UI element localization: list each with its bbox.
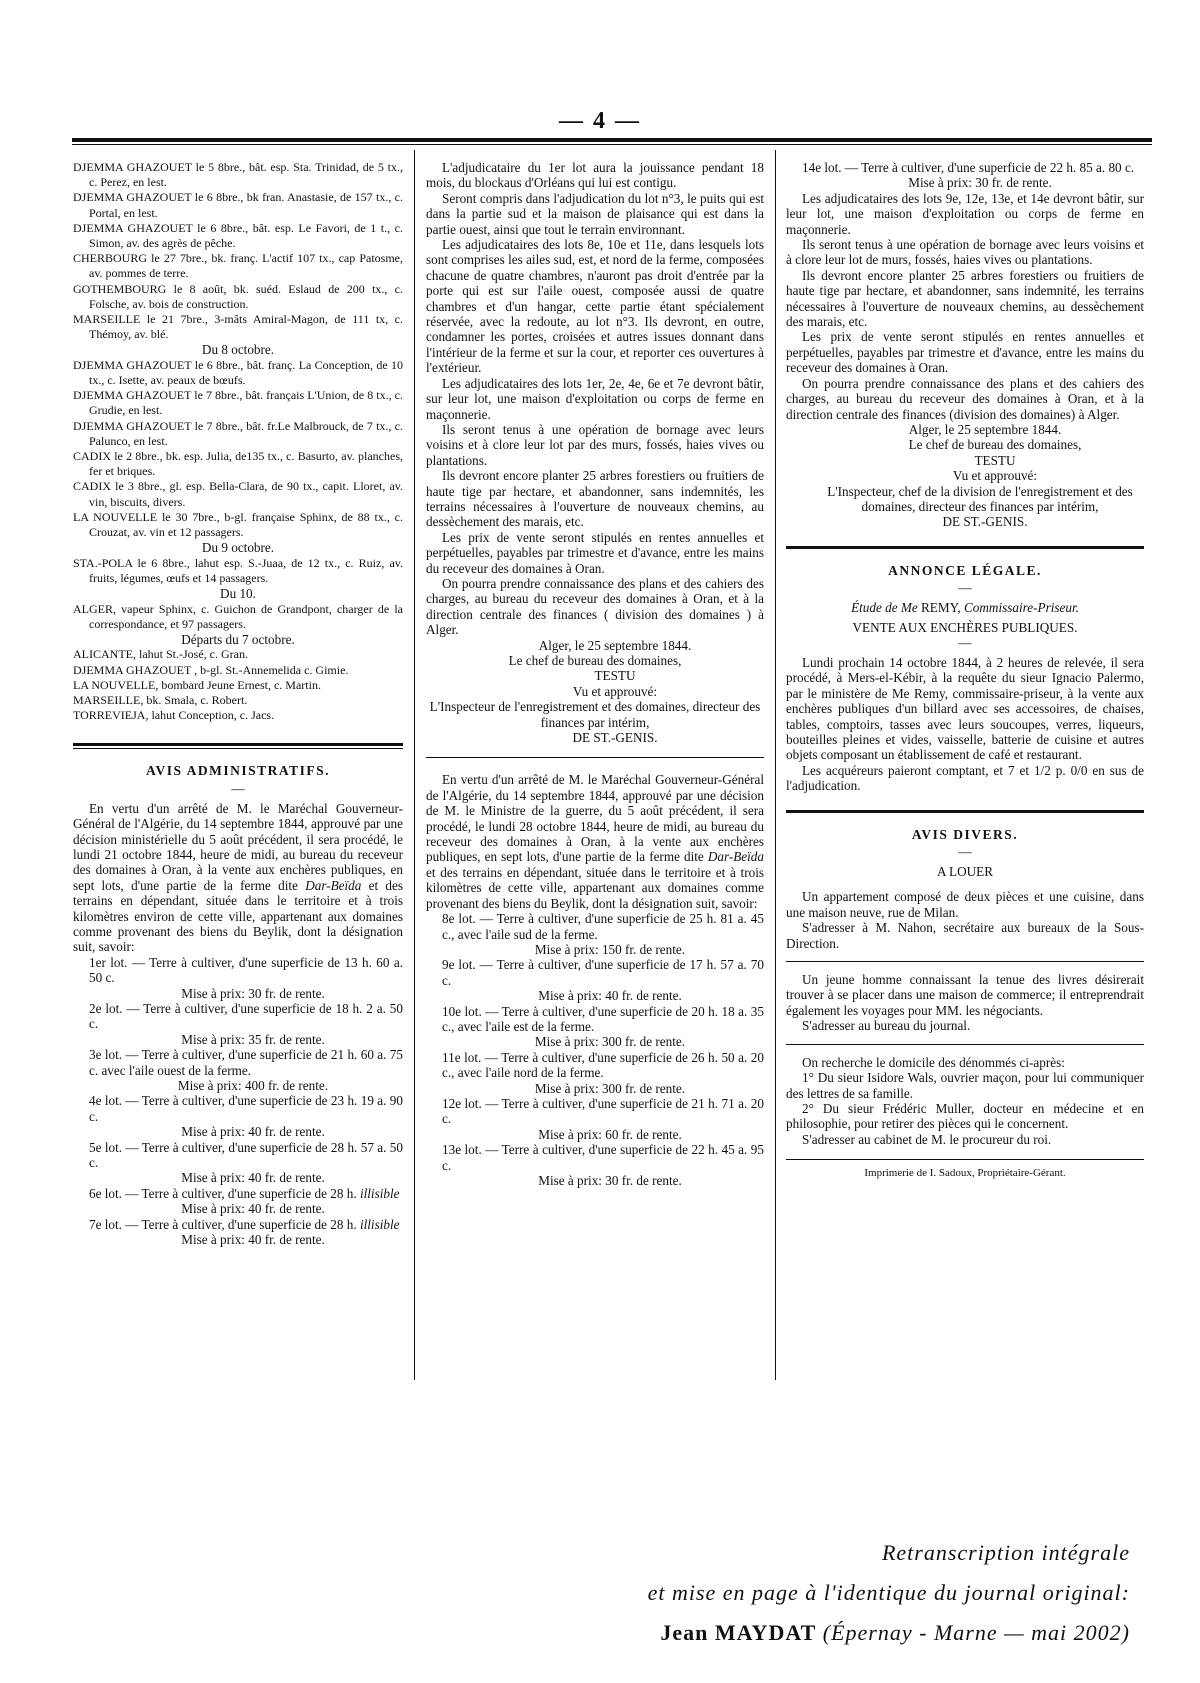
signature-inspecteur: L'Inspecteur, chef de la division de l'enregistrement et des domaines, directeur des finances par intérim, — [827, 483, 1133, 514]
signature-vu: Vu et approuvé: — [572, 683, 658, 699]
heading-9-octobre: Du 9 octobre. — [201, 540, 275, 556]
lot-mise-a-prix: Mise à prix: 40 fr. de rente. — [181, 1232, 325, 1248]
lot-description: 7e lot. — Terre à cultiver, d'une superficie de 28 h. illisible — [89, 1216, 400, 1232]
footer-author: Jean MAYDAT — [660, 1620, 817, 1645]
imprimerie-line: Imprimerie de I. Sadoux, Propriétaire-Gérant. — [864, 1167, 1066, 1180]
condition-paragraph: Les prix de vente seront stipulés en rentes annuelles et perpétuelles, payables par trimestre et d'avance, entre les mains du receveur des domaines à Oran. — [426, 529, 764, 576]
lot-mise-a-prix: Mise à prix: 30 fr. de rente. — [181, 985, 325, 1001]
etude-line: Étude de Me REMY, Commissaire-Priseur. — [851, 600, 1079, 616]
shipping-entry: GOTHEMBOURG le 8 août, bk. suéd. Eslaud de 200 tx., c. Folsche, av. bois de construction. — [73, 281, 403, 311]
title-dash: — — [958, 844, 972, 860]
a-louer-text: Un appartement composé de deux pièces et une cuisine, dans une maison neuve, rue de Milan. — [786, 889, 1144, 920]
avis-divers-title: AVIS DIVERS. — [911, 826, 1019, 842]
section-separator — [786, 546, 1144, 549]
header-rule-thick — [72, 138, 1152, 142]
shipping-entry: LA NOUVELLE, bombard Jeune Ernest, c. Martin. — [73, 677, 321, 692]
shipping-entry: CHERBOURG le 27 7bre., bk. franç. L'actif 107 tx., cap Patosme, av. pommes de terre. — [73, 251, 403, 281]
lot-14: 14e lot. — Terre à cultiver, d'une superficie de 22 h. 85 a. 80 c. — [802, 160, 1135, 175]
title-dash: — — [231, 780, 245, 796]
lot-description: 5e lot. — Terre à cultiver, d'une superficie de 28 h. 57 a. 50 c. — [89, 1139, 403, 1171]
footer-line-2: et mise en page à l'identique du journal original: — [647, 1580, 1130, 1605]
lot-description: 9e lot. — Terre à cultiver, d'une superficie de 17 h. 57 a. 70 c. — [442, 957, 764, 988]
a-louer-title: A LOUER — [936, 864, 994, 880]
section-separator — [426, 757, 764, 758]
lot-description: 13e lot. — Terre à cultiver, d'une superficie de 22 h. 45 a. 95 c. — [442, 1142, 764, 1173]
title-dash: — — [958, 580, 972, 596]
title-dash: — — [958, 634, 972, 650]
section-separator — [786, 810, 1144, 813]
shipping-entry: DJEMMA GHAZOUET le 6 8bre., bk fran. Anastasie, de 157 tx., c. Portal, en lest. — [73, 190, 403, 220]
lot-description: 10e lot. — Terre à cultiver, d'une superficie de 20 h. 18 a. 35 c., avec l'aile est de la ferme. — [442, 1003, 764, 1034]
conditions-paragraphs — [786, 191, 1144, 422]
lot-mise-a-prix: Mise à prix: 40 fr. de rente. — [181, 1170, 325, 1186]
lot-mise-a-prix: Mise à prix: 300 fr. de rente. — [534, 1080, 686, 1096]
footer-place: (Épernay - Marne — mai 2002) — [816, 1620, 1130, 1645]
avis-intro: En vertu d'un arrêté de M. le Maréchal Gouverneur-Général de l'Algérie, du 14 septembre 1844, approuvé par une décision ministérielle du 5 août précédent, il sera procédé, le lundi 21 octobre 1844, heure de midi, au bureau du receveur des domaines à Oran, à la vente aux enchères publiques, en sept lots, d'une partie de la ferme dite Dar-Beïda et des terrains en dépendant, située dans le territoire et à trois kilomètres environ de cette ville, appartenant aux domaines comme provenant des biens du Beylik, dont la désignation suit, savoir: — [73, 800, 403, 955]
condition-paragraph: On pourra prendre connaissance des plans et des cahiers des charges, au bureau du receveur des domaines à Oran, et à la direction centrale des finances ( division des domaines ) à Alger. — [426, 575, 764, 638]
shipping-entry: ALICANTE, lahut St.-José, c. Gran. — [73, 647, 248, 662]
section-separator — [786, 1159, 1144, 1160]
shipping-arrivals-list — [73, 160, 403, 342]
conditions-paragraphs — [426, 160, 764, 638]
signature-vu: Vu et approuvé: — [952, 468, 1038, 484]
shipping-entry: TORREVIEJA, lahut Conception, c. Jacs. — [73, 708, 275, 723]
shipping-entry: DJEMMA GHAZOUET le 7 8bre., bât. fr.Le Malbrouck, de 7 tx., c. Palunco, en lest. — [73, 418, 403, 448]
shipping-entry: CADIX le 3 8bre., gl. esp. Bella-Clara, de 90 tx., capit. Lloret, av. vin, biscuits, divers. — [73, 479, 403, 509]
lots-list-2 — [426, 911, 764, 1188]
recherche-text: On recherche le domicile des dénommés ci-après: — [802, 1054, 1065, 1070]
column-1 — [73, 160, 403, 1248]
signature-name: TESTU — [594, 668, 636, 684]
a-louer-address: S'adresser à M. Nahon, secrétaire aux bureaux de la Sous-Direction. — [786, 920, 1144, 951]
condition-paragraph: On pourra prendre connaissance des plans et des cahiers des charges, au bureau du receveur des domaines à Oran, et à la direction centrale des finances (division des domaines) à Alger. — [786, 375, 1144, 422]
shipping-entry: LA NOUVELLE le 30 7bre., b-gl. française Sphinx, de 88 tx., c. Crouzat, av. vin et 12 passagers. — [73, 509, 403, 540]
lot-description: 2e lot. — Terre à cultiver, d'une superficie de 18 h. 2 a. 50 c. — [89, 1001, 403, 1032]
heading-departs: Départs du 7 octobre. — [181, 631, 295, 647]
column-2 — [426, 160, 764, 1188]
shipping-list-9-oct — [73, 556, 403, 586]
signature-name: TESTU — [974, 452, 1016, 468]
section-separator — [786, 1044, 1144, 1045]
shipping-entry: DJEMMA GHAZOUET le 5 8bre., bât. esp. Sta. Trinidad, de 5 tx., c. Perez, en lest. — [73, 160, 403, 190]
lots-list — [73, 955, 403, 1248]
lot-mise-a-prix: Mise à prix: 40 fr. de rente. — [181, 1201, 325, 1217]
recherche-item-2: 2° Du sieur Frédéric Muller, docteur en médecine et en philosophie, pour retirer des pièces qui le concernent. — [786, 1100, 1144, 1132]
shipping-entry: CADIX le 2 8bre., bk. esp. Julia, de135 tx., c. Basurto, av. planches, fer et briques. — [73, 449, 403, 479]
lot-mise-a-prix: Mise à prix: 300 fr. de rente. — [534, 1034, 686, 1050]
lot-mise-a-prix: Mise à prix: 150 fr. de rente. — [534, 941, 686, 957]
lot-14-mise: Mise à prix: 30 fr. de rente. — [908, 175, 1052, 191]
condition-paragraph: Ils devront encore planter 25 arbres forestiers ou fruitiers de haute tige par hectare, et abandonner, sans indemnités, les terrains nécessaires à l'ouverture de nouveaux chemins, au dessèchement des marais, etc. — [426, 468, 764, 530]
signature-inspecteur: L'Inspecteur de l'enregistrement et des domaines, directeur des finances par intérim, — [429, 699, 761, 730]
lot-mise-a-prix: Mise à prix: 35 fr. de rente. — [181, 1031, 325, 1047]
signature-genis: DE ST.-GENIS. — [942, 514, 1028, 530]
jeune-homme-address: S'adresser au bureau du journal. — [802, 1018, 971, 1034]
column-3 — [786, 160, 1144, 1182]
column-divider-2 — [775, 150, 776, 1380]
vente-text: Lundi prochain 14 octobre 1844, à 2 heures de relevée, il sera procédé, à Mers-el-Kébir, à la requête du sieur Ignacio Palermo, par le ministère de Me Remy, commissaire-priseur, à la vente aux enchères publiques d'un billard avec ses accessoires, de chaises, tables, comptoirs, tasses avec leurs soucoupes, verres, liqueurs, bouteilles pleines et vides, vaisselle, batterie de cuisine et autres objets composant un établissement de café et restaurant. — [786, 654, 1144, 763]
shipping-entry: STA.-POLA le 6 8bre., lahut esp. S.-Juaa, de 12 tx., c. Ruiz, av. fruits, légumes, œufs et 14 passagers. — [73, 555, 403, 585]
shipping-entry: ALGER, vapeur Sphinx, c. Guichon de Grandpont, charger de la correspondance, et 97 passagers. — [73, 601, 403, 631]
shipping-entry: MARSEILLE le 21 7bre., 3-mâts Amiral-Magon, de 111 tx, c. Thémoy, av. blé. — [73, 312, 403, 342]
shipping-entry: MARSEILLE, bk. Smala, c. Robert. — [73, 692, 248, 707]
shipping-entry: DJEMMA GHAZOUET le 7 8bre., bât. français L'Union, de 8 tx., c. Grudie, en lest. — [73, 388, 403, 418]
jeune-homme-text: Un jeune homme connaissant la tenue des livres désirerait trouver à se placer dans une maison de commerce; il entreprendrait également les voyages pour MM. les négociants. — [786, 972, 1144, 1018]
signature-chef: Le chef de bureau des domaines, — [908, 437, 1082, 453]
condition-paragraph: Les adjudicataires des lots 9e, 12e, 13e, et 14e devront bâtir, sur leur lot, une maison d'exploitation ou corps de ferme en maçonnerie. — [786, 190, 1144, 237]
condition-paragraph: Seront compris dans l'adjudication du lot n°3, le puits qui est dans la partie sud et la maison de plaisance qui est dans la partie ouest, ainsi que tout le terrain environnant. — [426, 190, 764, 237]
footer-line-1: Retranscription intégrale — [881, 1540, 1130, 1565]
condition-paragraph: Les adjudicataires des lots 1er, 2e, 4e, 6e et 7e devront bâtir, sur leur lot, une maison d'exploitation ou corps de ferme en maçonnerie. — [426, 375, 764, 422]
signature-genis: DE ST.-GENIS. — [572, 730, 658, 746]
column-divider-1 — [414, 150, 415, 1380]
heading-8-octobre: Du 8 octobre. — [201, 342, 275, 358]
shipping-entry: DJEMMA GHAZOUET le 6 8bre., bât. franç. La Conception, de 10 tx., c. Isette, av. peaux de bœufs. — [73, 357, 403, 388]
vente-payment: Les acquéreurs paieront comptant, et 7 et 1/2 p. 0/0 en sus de l'adjudication. — [786, 762, 1144, 794]
shipping-departures-list — [73, 647, 403, 723]
lot-mise-a-prix: Mise à prix: 40 fr. de rente. — [538, 988, 682, 1004]
second-sale-intro: En vertu d'un arrêté de M. le Maréchal Gouverneur-Général de l'Algérie, du 14 septembre 1844, approuvé par une décision de M. le Ministre de la guerre, du 5 août précédent, il sera procédé, le lundi 28 octobre 1844, heure de midi, au bureau du receveur des domaines à Oran, à la vente aux enchères publiques, en sept lots, d'une partie de la ferme dite Dar-Beïda et des terrains en dépendant, située dans le territoire et à trois kilomètres de cette ville, appartenant aux domaines comme provenant des biens du Beylik, dont la désignation suit, savoir: — [426, 772, 764, 911]
lot-description: 1er lot. — Terre à cultiver, d'une superficie de 13 h. 60 a. 50 c. — [89, 954, 403, 986]
condition-paragraph: Ils seront tenus à une opération de bornage avec leurs voisins et à clore leur lot de murs, fossés, haies vives ou plantations. — [786, 237, 1144, 268]
avis-administratifs-title: AVIS ADMINISTRATIFS. — [145, 763, 331, 779]
vente-title: VENTE AUX ENCHÈRES PUBLIQUES. — [852, 619, 1078, 635]
lot-description: 12e lot. — Terre à cultiver, d'une superficie de 21 h. 71 a. 20 c. — [442, 1095, 764, 1127]
condition-paragraph: Ils devront encore planter 25 arbres forestiers ou fruitiers de haute tige par hectare, et abandonner, sans indemnité, les terrains nécessaires à l'ouverture de nouveaux chemins, au dessèchement des marais, etc. — [786, 267, 1144, 330]
section-separator — [786, 961, 1144, 962]
lot-description: 4e lot. — Terre à cultiver, d'une superficie de 23 h. 19 a. 90 c. — [89, 1093, 403, 1124]
lot-description: 8e lot. — Terre à cultiver, d'une superficie de 25 h. 81 a. 45 c., avec l'aile sud de la ferme. — [442, 911, 764, 942]
shipping-list-10 — [73, 602, 403, 632]
recherche-item-1: 1° Du sieur Isidore Wals, ouvrier maçon, pour lui communiquer des lettres de sa famille. — [786, 1070, 1144, 1101]
lot-description: 3e lot. — Terre à cultiver, d'une superficie de 21 h. 60 a. 75 c. avec l'aile ouest de la ferme. — [89, 1047, 403, 1078]
signature-chef: Le chef de bureau des domaines, — [508, 653, 682, 668]
condition-paragraph: Les prix de vente seront stipulés en rentes annuelles et perpétuelles, payables par trimestre et d'avance, entre les mains du receveur des domaines à Oran. — [786, 329, 1144, 376]
lot-mise-a-prix: Mise à prix: 30 fr. de rente. — [538, 1173, 682, 1188]
shipping-entry: DJEMMA GHAZOUET le 6 8bre., bât. esp. Le Favori, de 1 t., c. Simon, av. des agrès de pêche. — [73, 220, 403, 251]
lot-mise-a-prix: Mise à prix: 60 fr. de rente. — [538, 1126, 682, 1142]
condition-paragraph: Les adjudicataires des lots 8e, 10e et 11e, dans lesquels lots sont comprises les ailes sud, est, et nord de la ferme, composées chacune de quatre chambres, n'auront pas droit d'entrée par la porte qui est sur l'aile ouest, composée aussi de quatre chambres et d'un hangar, cette partie étant spécialement réservée, avec la redoute, au lot n°3. Ils devront, en outre, condamner les portes, croisées et autres issues donnant dans l'intérieur de la ferme et sur la cour, et reporter ces ouvertures à l'extérieur. — [426, 237, 764, 376]
shipping-entry: DJEMMA GHAZOUET , b-gl. St.-Annemelida c. Gimie. — [73, 662, 349, 677]
page-number: — 4 — — [559, 108, 641, 134]
lot-description: 6e lot. — Terre à cultiver, d'une superficie de 28 h. illisible — [89, 1185, 400, 1201]
lot-mise-a-prix: Mise à prix: 40 fr. de rente. — [181, 1124, 325, 1140]
lot-mise-a-prix: Mise à prix: 400 fr. de rente. — [177, 1078, 329, 1094]
signature-date: Alger, le 25 septembre 1844. — [538, 637, 692, 653]
lot-description: 11e lot. — Terre à cultiver, d'une superficie de 26 h. 50 a. 20 c., avec l'aile nord de la ferme. — [442, 1049, 764, 1081]
heading-du-10: Du 10. — [220, 586, 256, 602]
section-separator — [73, 743, 403, 749]
header-rule-thin — [72, 144, 1152, 145]
annonce-legale-title: ANNONCE LÉGALE. — [888, 562, 1042, 578]
condition-paragraph: Ils seront tenus à une opération de bornage avec leurs voisins et à clore leur lot par des murs, fossés, haies vives ou plantations. — [426, 421, 764, 468]
signature-date: Alger, le 25 septembre 1844. — [908, 421, 1062, 437]
footer-credit — [540, 1620, 1130, 1646]
shipping-list-8-oct — [73, 358, 403, 540]
condition-paragraph: L'adjudicataire du 1er lot aura la jouissance pendant 18 mois, du blockaus d'Orléans qui lui est contigu. — [426, 160, 764, 191]
recherche-address: S'adresser au cabinet de M. le procureur du roi. — [802, 1131, 1052, 1147]
